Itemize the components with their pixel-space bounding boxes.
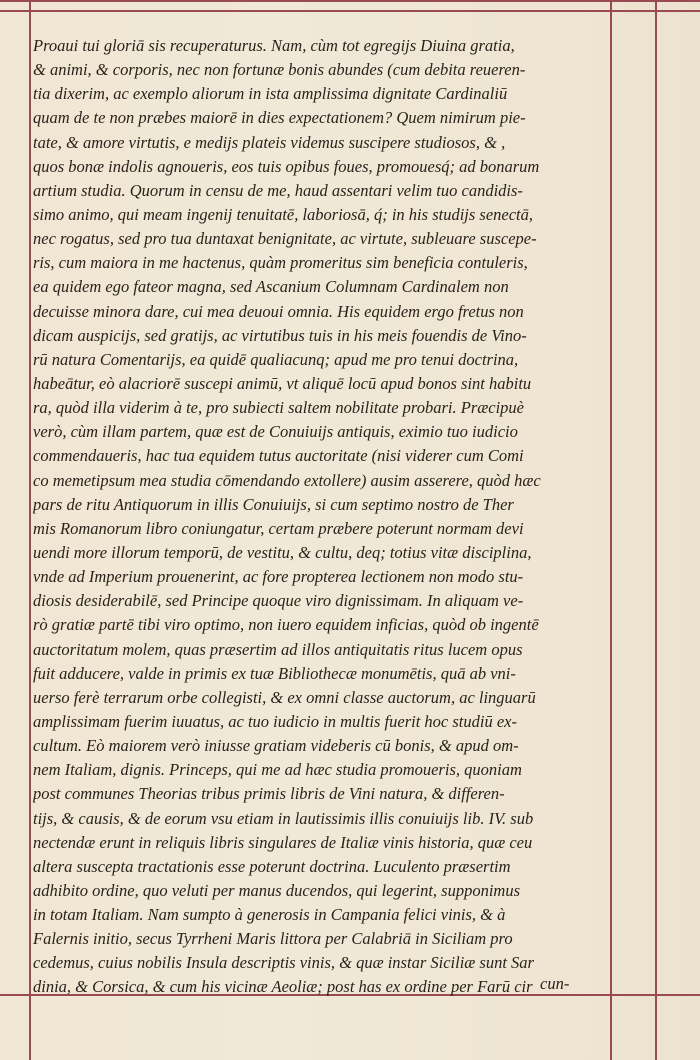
text-line: uendi more illorum temporū, de vestitu, & cultu, deq; totius vitæ disciplina, <box>33 542 532 562</box>
text-line: decuisse minora dare, cui mea deuoui omnia. His equidem ergo fretus non <box>33 301 524 321</box>
text-line: uerso ferè terrarum orbe collegisti, & ex omni classe auctorum, ac linguarū <box>33 687 536 707</box>
text-line: nectendæ erunt in reliquis libris singulares de Italiæ vinis historia, quæ ceu <box>33 832 533 852</box>
text-line: cultum. Eò maiorem verò iniusse gratiam videberis cū bonis, & apud om- <box>33 736 519 756</box>
text-block <box>33 34 607 1000</box>
text-line: nec rogatus, sed pro tua duntaxat benignitate, ac virtute, subleuare suscepe- <box>33 229 537 249</box>
text-line: tia dixerim, ac exemplo aliorum in ista amplissima dignitate Cardinaliū <box>33 84 508 104</box>
text-line: altera suscepta tractationis esse poterunt doctrina. Luculento præsertim <box>33 856 511 876</box>
text-line: rò gratiæ partē tibi viro optimo, non iuero equidem inficias, quòd ob ingentē <box>33 615 539 635</box>
top-inner-rule <box>0 10 700 12</box>
text-line: & animi, & corporis, nec non fortunæ bonis abundes (cum debita reueren- <box>33 60 526 80</box>
text-line: vnde ad Imperium prouenerint, ac fore propterea lectionem non modo stu- <box>33 567 524 587</box>
text-line: ea quidem ego fateor magna, sed Ascanium Columnam Cardinalem non <box>33 277 509 297</box>
text-line: ra, quòd illa viderim à te, pro subiecti saltem nobilitate probari. Præcipuè <box>33 398 524 418</box>
outer-margin-rule <box>655 0 657 1060</box>
text-line: tate, & amore virtutis, e medijs plateis videmus suscipere studiosos, & , <box>33 132 506 152</box>
left-margin-rule <box>29 0 31 1060</box>
text-line: commendaueris, hac tua equidem tutus auctoritate (nisi viderer cum Comi <box>33 446 524 466</box>
text-line: habeātur, eò alacriorē suscepi animū, vt aliquē locū apud bonos sint habitu <box>33 373 532 393</box>
text-line: cedemus, cuius nobilis Insula descriptis vinis, & quæ instar Siciliæ sunt Sar <box>33 953 534 973</box>
text-line: nem Italiam, dignis. Princeps, qui me ad hæc studia promoueris, quoniam <box>33 760 522 780</box>
text-line: verò, cùm illam partem, quæ est de Conuiuijs antiquis, eximio tuo iudicio <box>33 422 518 442</box>
text-line: in totam Italiam. Nam sumpto à generosis in Campania felici vinis, & à <box>33 905 506 925</box>
text-line: post communes Theorias tribus primis libris de Vini natura, & differen- <box>33 784 505 804</box>
top-rule <box>0 0 700 2</box>
catchword: cun- <box>540 974 570 993</box>
text-line: co memetipsum mea studia cōmendando extollere) ausim asserere, quòd hæc <box>33 470 541 490</box>
text-line: amplissimam fuerim iuuatus, ac tuo iudicio in multis fuerit hoc studiū ex- <box>33 711 517 731</box>
text-line: quam de te non præbes maiorē in dies expectationem? Quem nimirum pie- <box>33 108 526 128</box>
text-line: quos bonæ indolis agnoueris, eos tuis opibus foues, promouesq́; ad bonarum <box>33 156 540 176</box>
text-line: tijs, & causis, & de eorum vsu etiam in lautissimis illis conuiuijs lib. IV. sub <box>33 808 534 828</box>
text-line: diosis desiderabilē, sed Principe quoque viro dignissimam. In aliquam ve- <box>33 591 524 611</box>
text-line: simo animo, qui meam ingenij tenuitatē, laboriosā, q́; in his studijs senectā, <box>33 204 534 224</box>
text-line: fuit adducere, valde in primis ex tuæ Bibliothecæ monumētis, quā ab vni- <box>33 663 516 683</box>
text-line: artium studia. Quorum in censu de me, haud assentari velim tuo candidis- <box>33 180 523 200</box>
text-line: dinia, & Corsica, & cum his vicinæ Aeoliæ; post has ex ordine per Farū cir <box>33 977 533 997</box>
text-line: Falernis initio, secus Tyrrheni Maris littora per Calabriā in Siciliam pro <box>33 929 513 949</box>
text-line: mis Romanorum libro coniungatur, certam præbere poterunt normam devi <box>33 518 524 538</box>
text-line: rū natura Comentarijs, ea quidē qualiacunq; apud me pro tenui doctrina, <box>33 349 519 369</box>
right-margin-rule <box>610 0 612 1060</box>
text-line: dicam auspicijs, sed gratijs, ac virtutibus tuis in his meis fouendis de Vino- <box>33 325 527 345</box>
text-line: auctoritatum molem, quas præsertim ad illos antiquitatis ritus lucem opus <box>33 639 523 659</box>
text-line: Proaui tui gloriā sis recuperaturus. Nam, cùm tot egregijs Diuina gratia, <box>33 36 515 55</box>
text-line: adhibito ordine, quo veluti per manus ducendos, qui legerint, supponimus <box>33 880 521 900</box>
text-line: pars de ritu Antiquorum in illis Conuiuijs, si cum septimo nostro de Ther <box>33 494 514 514</box>
text-line: ris, cum maiora in me hactenus, quàm promeritus sim beneficia contuleris, <box>33 253 528 273</box>
